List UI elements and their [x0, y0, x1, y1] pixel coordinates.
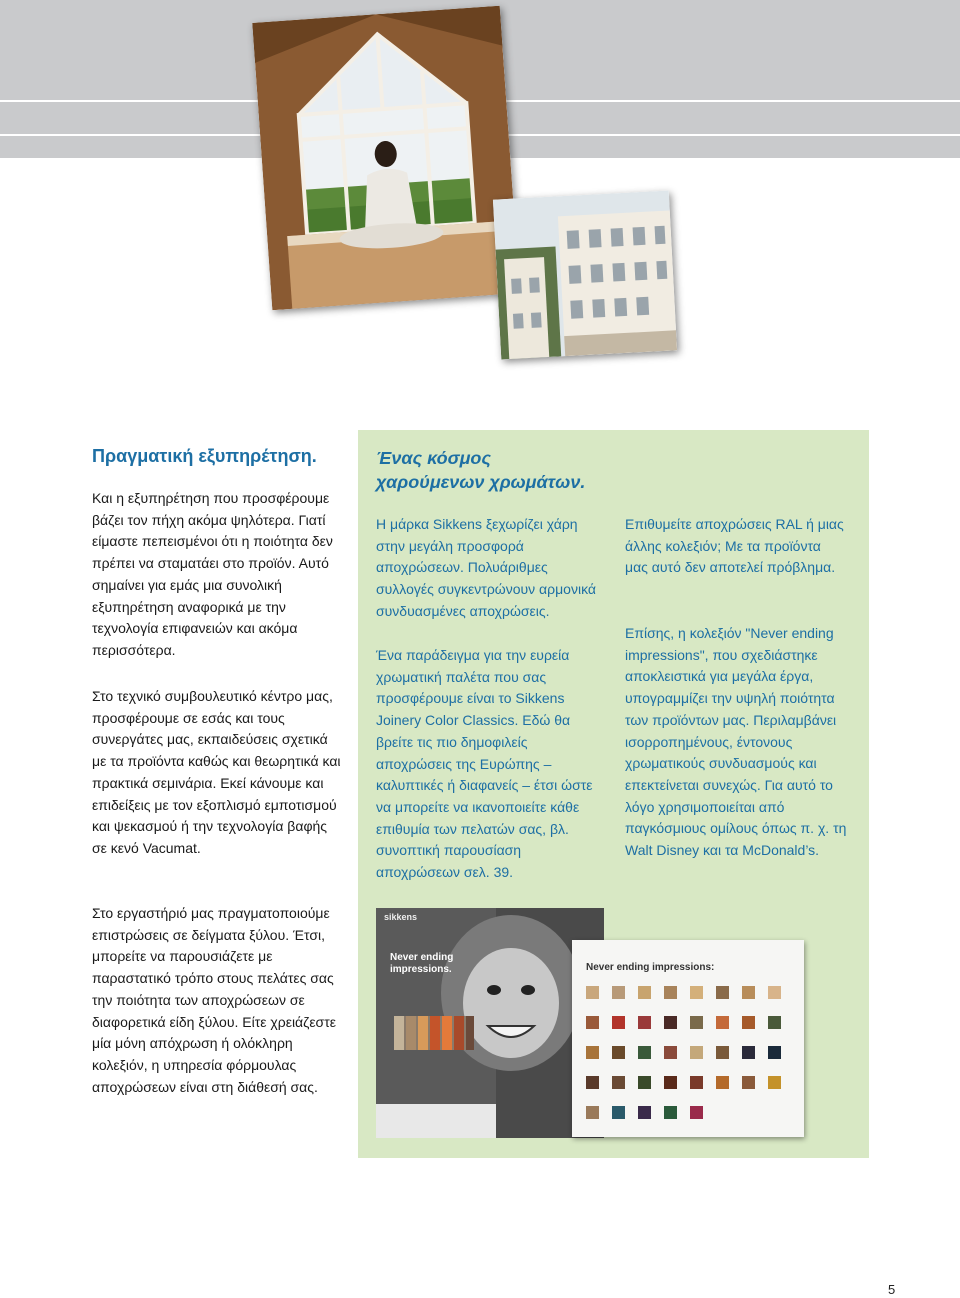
colour-swatch — [690, 986, 703, 999]
colour-swatch — [612, 986, 625, 999]
colour-swatch — [716, 1076, 729, 1089]
colour-swatch — [690, 1076, 703, 1089]
colour-swatch — [742, 1016, 755, 1029]
paragraph-technical-center: Στο τεχνικό συμβουλευτικό κέντρο μας, προσφέρουμε σε εσάς και τους συνεργάτες μας, εκπαιδεύσεις σχετικά με τα προϊόντα καθώς και θεωρητικά και πρακτικά σεμινάρια. Εκεί κάνουμε και επιδείξεις με τον εξοπλισμό εμποτισμού και ψεκασμού ή την τεχνολογία βαφής σε κενό Vacumat. — [92, 688, 341, 856]
colour-swatch — [716, 986, 729, 999]
page-number: 5 — [888, 1282, 896, 1297]
brand-logo: sikkens — [384, 912, 418, 922]
colour-swatch — [768, 986, 781, 999]
colour-swatch-card — [572, 940, 804, 1137]
colour-swatch — [638, 1046, 651, 1059]
colour-swatch — [664, 1106, 677, 1119]
colour-swatch — [586, 1076, 599, 1089]
brochure-cover-title: Never ending impressions. — [390, 952, 454, 975]
colour-swatch — [690, 1046, 703, 1059]
swatch-card-title: Never ending impressions: — [586, 962, 715, 973]
colour-swatch — [690, 1106, 703, 1119]
colour-swatch — [638, 1076, 651, 1089]
paragraph-laboratory: Στο εργαστήριό μας πραγματοποιούμε επιστρώσεις σε δείγματα ξύλου. Έτσι, μπορείτε να παρουσιάζετε με παραστατικό τρόπο στους πελάτες σας την ποιότητα των αποχρώσεων σε διαφορετικά είδη ξύλου. Είτε χρειάζεστε μία μόνη απόχρωση ή ολόκληρη κολεξιόν, η υπηρεσία φόρμουλας αποχρώσεων είναι στη διάθεσή σας. — [92, 905, 336, 1095]
colour-swatch — [586, 986, 599, 999]
photo-buildings — [493, 191, 677, 360]
brochure-cover-image — [376, 908, 604, 1138]
colour-swatch — [768, 1016, 781, 1029]
colour-swatch — [586, 1016, 599, 1029]
colour-swatch — [664, 1016, 677, 1029]
colour-swatch — [612, 1076, 625, 1089]
paragraph-service-intro: Και η εξυπηρέτηση που προσφέρουμε βάζει τον πήχη ακόμα ψηλότερα. Γιατί είμαστε πεπεισμένοι ότι η ποιότητα δεν πρέπει να σταματάει στο προϊόν. Αυτό σημαίνει για εμάς μια συνολική εξυπηρέτηση αναφορικά με την τεχνολογία επιφανειών και ακόμα περισσότερα. — [92, 490, 333, 658]
paragraph-joinery-classics: Ένα παράδειγμα για την ευρεία χρωματική παλέτα που σας προσφέρουμε είναι το Sikkens Joinery Color Classics. Εδώ θα βρείτε τις πιο δημοφιλείς αποχρώσεις της Ευρώπης – καλυπτικές ή διαφανείς – έτσι ώστε να μπορείτε να ικανοποιείτε κάθε επιθυμία των πελατών σας, βλ. συνοπτική παρουσίαση αποχρώσεων σελ. 39. — [376, 647, 593, 881]
colour-swatch — [612, 1106, 625, 1119]
paragraph-never-ending: Επίσης, η κολεξιόν "Never ending impressions", που σχεδιάστηκε αποκλειστικά για μεγάλα έργα, υπογραμμίζει την υψηλή ποιότητα των προϊόντων μας. Περιλαμβάνει ισορροπημένους, έντονους χρωματικούς συνδυασμούς και επεκτείνεται συνεχώς. Για αυτό το λόγο χρησιμοποιείται από παγκόσμιους ομίλους όπως π. χ. τη Walt Disney και τα McDonald’s. — [625, 625, 847, 859]
colour-swatch — [664, 986, 677, 999]
colour-swatch — [742, 1076, 755, 1089]
photo-meditation-window — [252, 6, 519, 311]
heading-colour-world: Ένας κόσμος χαρούμενων χρωμάτων. — [376, 448, 586, 492]
colour-swatch — [664, 1076, 677, 1089]
colour-swatch — [586, 1046, 599, 1059]
colour-swatch — [586, 1106, 599, 1119]
colour-swatch — [638, 1016, 651, 1029]
colour-swatch — [716, 1046, 729, 1059]
heading-real-service: Πραγματική εξυπηρέτηση. — [92, 446, 317, 466]
colour-swatch — [690, 1016, 703, 1029]
colour-swatch — [612, 1046, 625, 1059]
paragraph-sikkens-range: Η μάρκα Sikkens ξεχωρίζει χάρη στην μεγάλη προσφορά αποχρώσεων. Πολυάριθμες συλλογές συγκεντρώνουν αρμονικά συνδυασμένες αποχρώσεις. — [376, 516, 596, 619]
colour-swatch — [664, 1046, 677, 1059]
colour-swatch — [638, 986, 651, 999]
colour-swatch — [612, 1016, 625, 1029]
paragraph-ral-colours: Επιθυμείτε αποχρώσεις RAL ή μιας άλλης κολεξιόν; Με τα προϊόντα μας αυτό δεν αποτελεί πρόβλημα. — [625, 516, 844, 576]
colour-swatch — [716, 1016, 729, 1029]
colour-swatch — [742, 986, 755, 999]
colour-swatch — [638, 1106, 651, 1119]
colour-swatch — [768, 1076, 781, 1089]
colour-swatch — [742, 1046, 755, 1059]
colour-swatch — [768, 1046, 781, 1059]
